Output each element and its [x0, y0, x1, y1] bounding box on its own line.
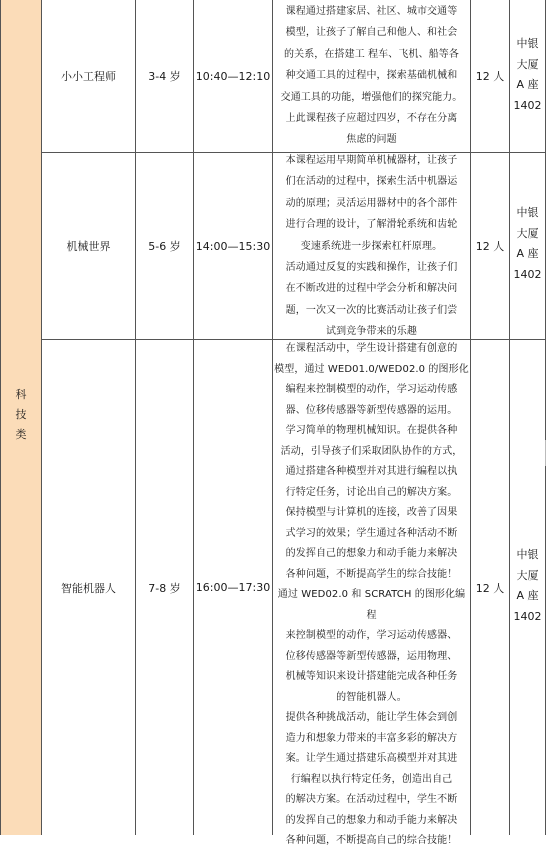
age-cell: [136, 153, 193, 339]
course-location: 中银 大厦 A 座 1402: [513, 548, 542, 623]
course-description: 课程通过搭建家居、社区、城市交通等 模型，让孩子了解自己和他人、和社会 的关系，在搭建工 程车、飞机、船等各 种交通工具的过程中，探索基础机械和 交通工具的功能，增强他们的探究能力。 上此课程孩子应超过四岁，不存在分离 焦虑的问题: [280, 6, 463, 146]
course-description: 在课程活动中，学生设计搭建有创意的 模型，通过 WED01.0/WED02.0 的图形化 编程来控制模型的动作，学习运动传感 器、位移传感器等新型传感器的运用。 学习简单的物理机械知识。在提供各种 活动，引导孩子们采取团队协作的方式， 通过搭建各种模型并对其进行编程以执 行特定任务，讨论出自己的解决方案。 保持模型与计算机的连接，改善了因果 式学习的效果；学生通过各种活动不断 的发挥自己的想象力和动手能力来解决 各种问题，不断提高学生的综合技能！ 通过 WED02.0 和 SCRATCH 的图形化编程 来控制模型的动作，学习运动传感器、 位移传感器等新型传感器，运用物理、 机械等知识来设计搭建能完成各种任务 的智能机器人。 提供各种挑战活动，能让学生体会到创 造力和想象力带来的丰富多彩的解决方 案。让学生通过搭建乐高模型并对其进 行编程以执行特定任务，创造出自己 的解决方案。在活动过程中，学生不断 的发挥自己的想象力和动手能力来解决 各种问题，不断提高自己的综合技能！: [274, 343, 469, 846]
table-row: [42, 153, 135, 339]
course-time: 14:00—15:30: [195, 239, 271, 253]
table-row: [42, 0, 135, 152]
category-char: 科: [15, 388, 27, 401]
age-cell: [136, 340, 193, 835]
course-capacity: 12 人: [475, 240, 505, 253]
capacity-cell: [471, 153, 509, 339]
time-cell: [194, 153, 272, 339]
capacity-cell: [471, 340, 509, 835]
course-age: 3-4 岁: [148, 70, 181, 83]
course-age: 5-6 岁: [148, 240, 181, 253]
course-capacity: 12 人: [475, 70, 505, 83]
course-location: 中银 大厦 A 座 1402: [513, 37, 542, 112]
table-row: [42, 340, 135, 835]
course-age: 7-8 岁: [148, 581, 181, 595]
course-name: 机械世界: [66, 240, 111, 253]
capacity-cell: [471, 0, 509, 152]
time-cell: [194, 0, 272, 152]
course-name: 小小工程师: [61, 70, 116, 83]
scrollbar-edge[interactable]: [545, 440, 550, 466]
course-name: 智能机器人: [61, 581, 116, 595]
course-time: 10:40—12:10: [195, 69, 271, 83]
time-cell: [194, 340, 272, 835]
course-location: 中银 大厦 A 座 1402: [513, 206, 542, 281]
age-cell: [136, 0, 193, 152]
course-description: 本课程运用早期简单机械器材，让孩子 们在活动的过程中，探索生活中机器运 动的原理；灵活运用器材中的各个部件 进行合理的设计，了解滑轮系统和齿轮 变速系统进一步探索杠杆原理。 活动通过反复的实践和操作，让孩子们 在不断改进的过程中学会分析和解决问 题，一次又一次的比赛活动让孩子们尝 试到竞争带来的乐趣: [285, 155, 458, 338]
category-char: 技: [15, 408, 27, 421]
course-capacity: 12 人: [475, 581, 505, 595]
course-time: 16:00—17:30: [195, 581, 271, 594]
category-char: 类: [15, 428, 27, 441]
